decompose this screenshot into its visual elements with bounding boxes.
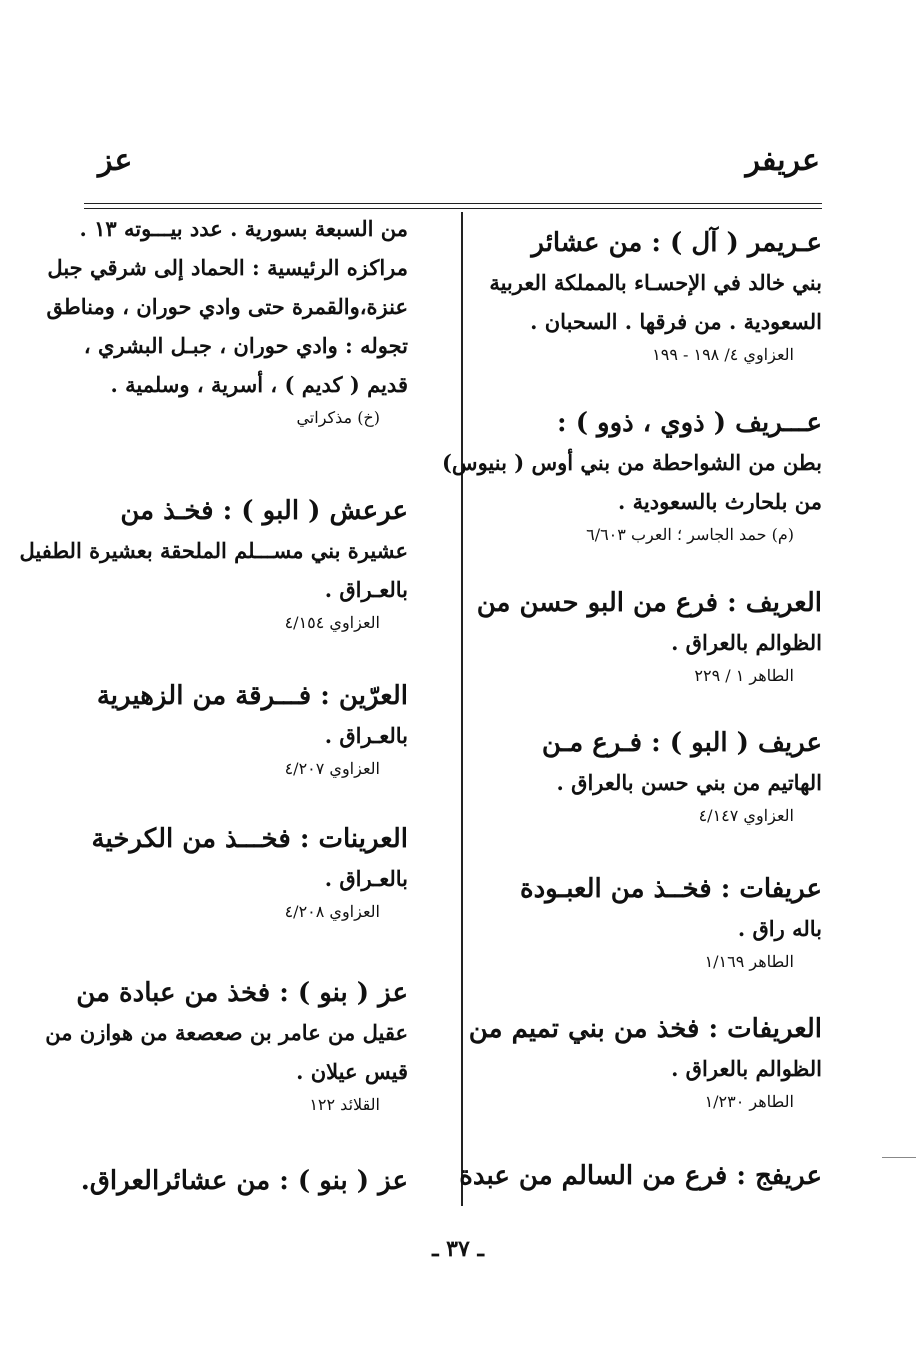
entry-line: الهاتيم من بني حسن بالعراق .: [556, 770, 822, 795]
running-header-right: عريفر: [745, 143, 820, 178]
entry-reference: (م) حمد الجاسر ؛ العرب ٦/٦٠٣: [586, 525, 794, 544]
entry: [484, 224, 822, 369]
entry: [459, 1157, 822, 1196]
entry-line: قديم ( كديم ) ، أسرية ، وسلمية .: [110, 372, 408, 397]
entry-line: مراكزه الرئيسية : الحماد إلى شرقي جبل: [47, 255, 408, 280]
entry: [96, 677, 408, 783]
entry-reference: الطاهر ١ / ٢٢٩: [694, 666, 794, 685]
entry-heading: العرّين : فـــرقة من الزهيرية: [96, 681, 408, 711]
entry: [80, 1162, 408, 1201]
entry-heading: عرعش ( البو ) : فخـذ من: [120, 496, 408, 526]
entry-reference: العزاوي ٤/٢٠٨: [284, 902, 380, 921]
entry-reference: العزاوي ٤/١٥٤: [284, 613, 380, 632]
entry-line: السعودية . من فرقها . السحبان .: [530, 309, 822, 334]
entry-reference: الطاهر ١/٢٣٠: [704, 1092, 794, 1111]
entry-line: الظوالم بالعراق .: [671, 1056, 822, 1081]
entry-reference: العزاوي ٤/١٤٧: [698, 806, 794, 825]
entry-line: بطن من الشواحطة من بني أوس ( بنيوس): [442, 450, 822, 475]
entry: [91, 820, 408, 926]
entry-line: بالعـراق .: [324, 723, 408, 748]
running-header-left: عز: [98, 143, 133, 178]
entry-heading: العريفات : فخذ من بني تميم من: [468, 1014, 822, 1044]
entry: [46, 209, 408, 432]
column-divider: [461, 212, 463, 1206]
entry: [484, 870, 822, 976]
entry: [468, 1010, 822, 1116]
entry-line: بالعـراق .: [324, 866, 408, 891]
entry-reference: العزاوي ٤/ ١٩٨ - ١٩٩: [652, 345, 794, 364]
entry-reference: (خ) مذكراتي: [296, 408, 380, 427]
entry-line: عشيرة بني مســـلم الملحقة بعشيرة الطفيل: [19, 538, 408, 563]
entry-line: بني خالد في الإحسـاء بالمملكة العربية: [489, 270, 822, 295]
entry-heading: عريفج : فرع من السالم من عبدة: [459, 1161, 822, 1191]
entry-line: عنزة،والقمرة حتى وادي حوران ، ومناطق: [46, 294, 408, 319]
entry-heading: عريفات : فخــذ من العبـودة: [519, 874, 822, 904]
entry-heading: عـــريف ( ذوي ، ذوو ) :: [557, 408, 822, 438]
entry: [19, 492, 408, 637]
entry-heading: عز ( بنو ) : فخذ من عبادة من: [76, 978, 408, 1008]
entry-heading: العريف : فرع من البو حسن من: [476, 588, 822, 618]
entry-line: الظوالم بالعراق .: [671, 630, 822, 655]
entry-line: عقيل من عامر بن صعصعة من هوازن من: [45, 1020, 408, 1045]
entry-reference: العزاوي ٤/٢٠٧: [284, 759, 380, 778]
entry: [45, 974, 408, 1119]
entry-line: بالعـراق .: [324, 577, 408, 602]
header-rule-top: [84, 203, 822, 204]
entry-heading: عز ( بنو ) : من عشائرالعراق.: [80, 1166, 408, 1196]
entry: [442, 404, 822, 549]
entry: [476, 584, 822, 690]
entry-line: من السبعة بسورية . عدد بيـــوته ١٣ .: [79, 216, 408, 241]
entry-line: قيس عيلان .: [296, 1059, 408, 1084]
margin-mark: [882, 1157, 916, 1158]
entry-heading: عريف ( البو ) : فـرع مـن: [541, 728, 822, 758]
entry-heading: العرينات : فخـــذ من الكرخية: [91, 824, 408, 854]
entry-line: باله راق .: [737, 916, 822, 941]
entry-line: تجوله : وادي حوران ، جبـل البشري ،: [83, 333, 408, 358]
entry-heading: عـريمر ( آل ) : من عشائر: [531, 228, 822, 258]
entry-reference: الطاهر ١/١٦٩: [704, 952, 794, 971]
entry: [484, 724, 822, 830]
entry-line: من بلحارث بالسعودية .: [618, 489, 822, 514]
entry-reference: القلائد ١٢٢: [309, 1095, 380, 1114]
page-number: ـ ٣٧ ـ: [432, 1236, 484, 1262]
